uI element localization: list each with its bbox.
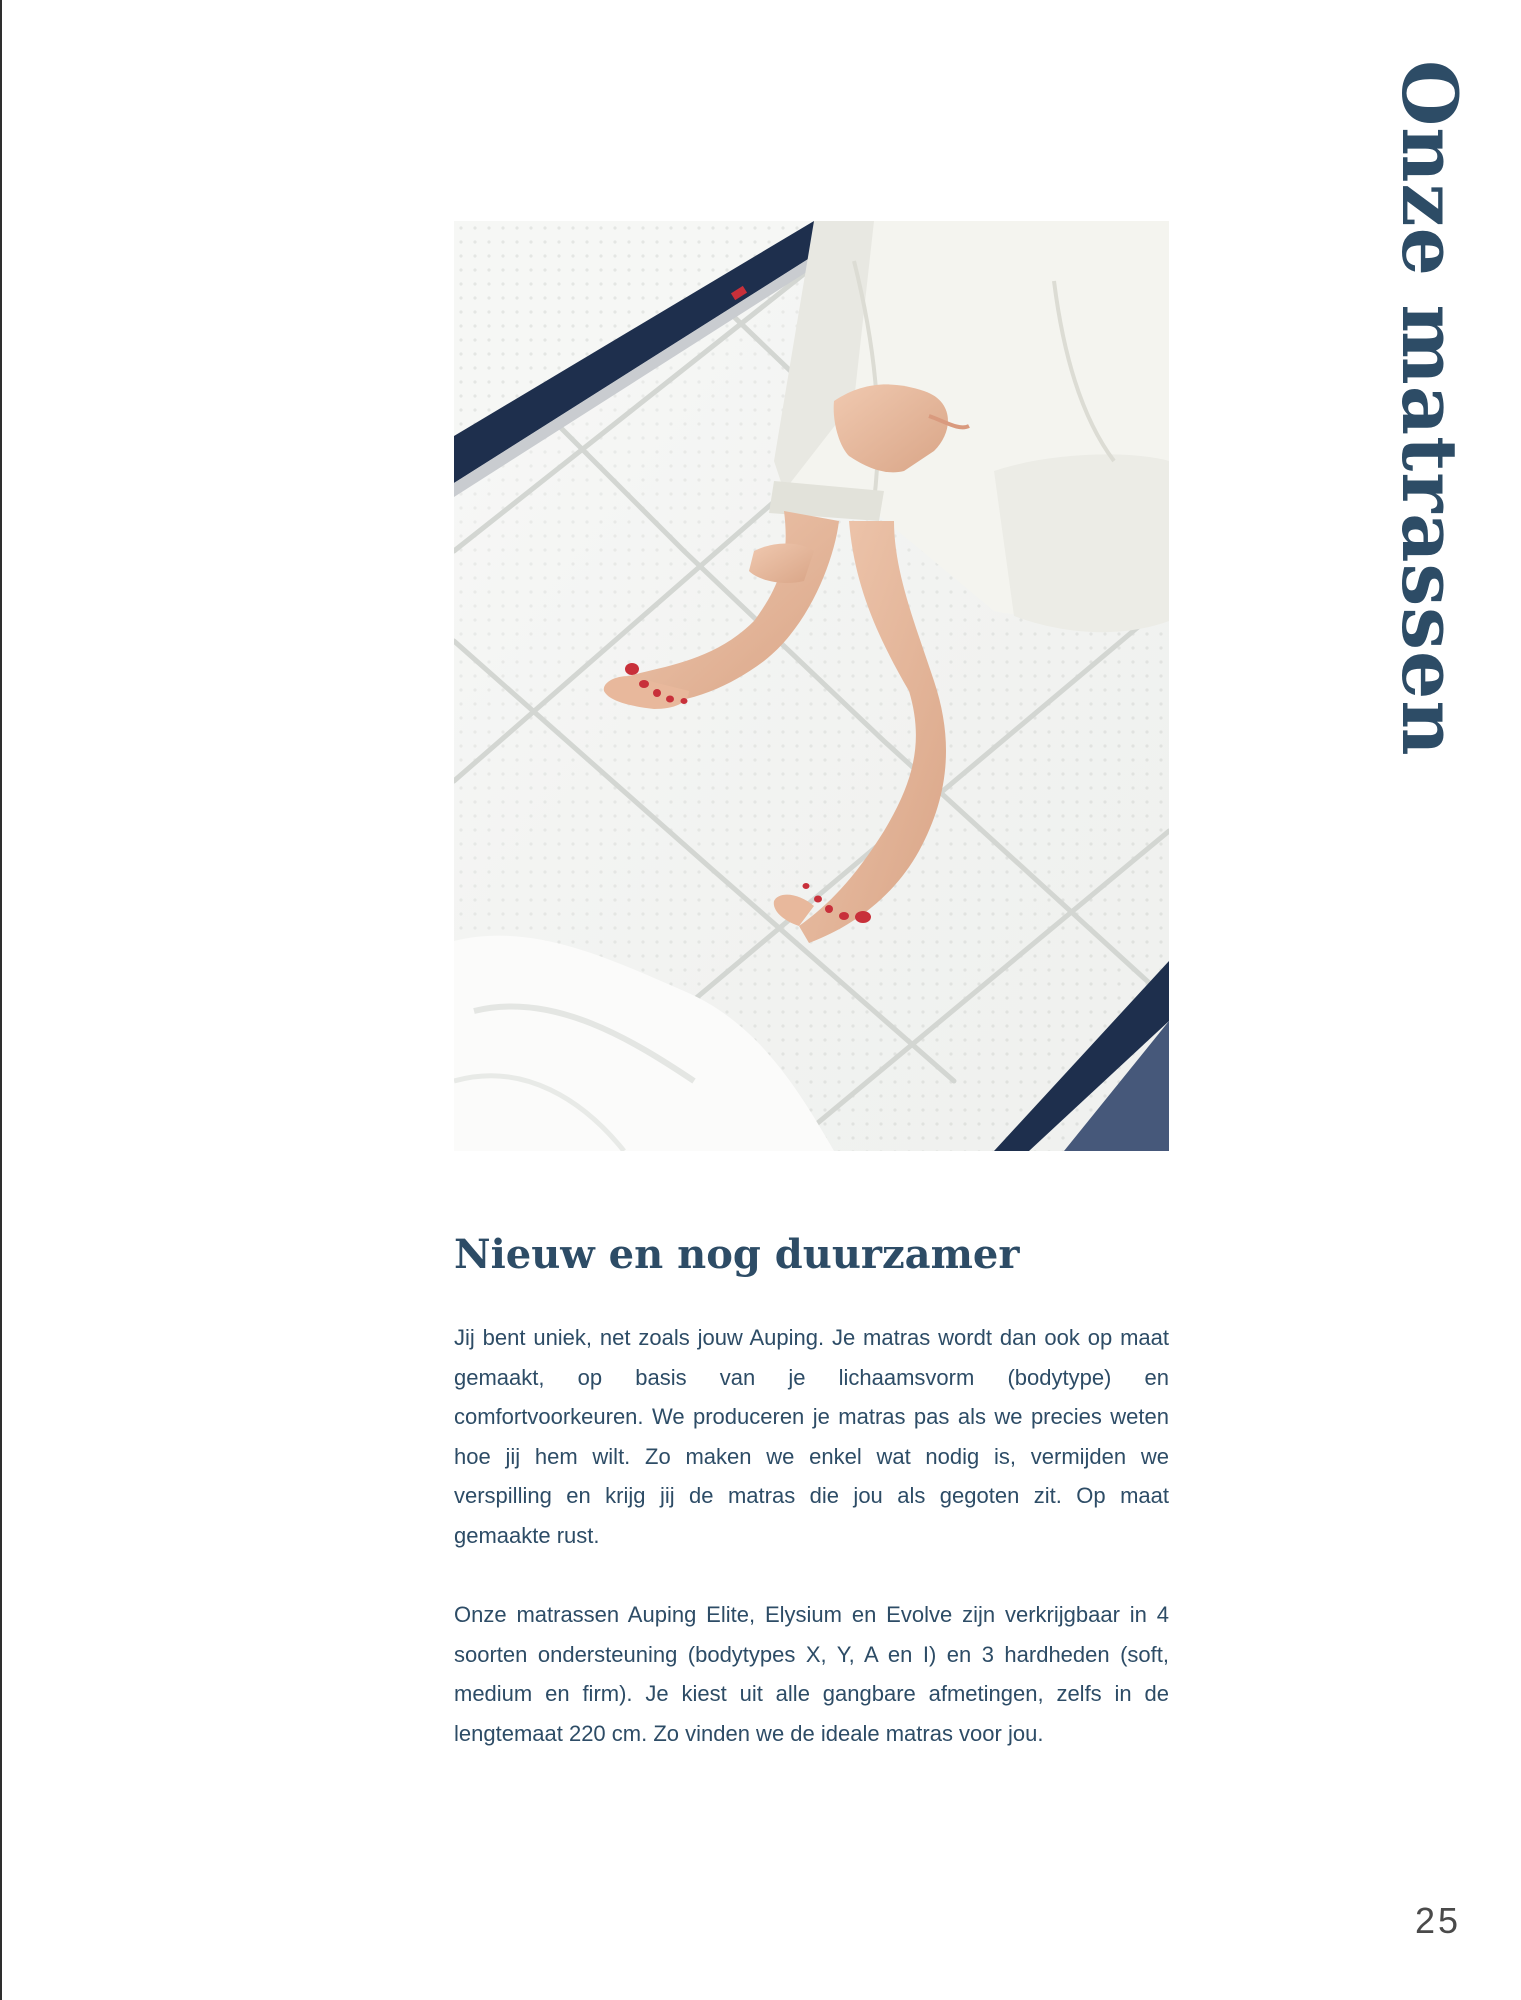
page-edge-rule — [0, 0, 2, 2000]
side-title: Onze matrassen — [1385, 60, 1474, 757]
mattress-photo-illustration — [454, 221, 1169, 1151]
body-paragraph-2: Onze matrassen Auping Elite, Elysium en Evolve zijn verkrijgbaar in 4 soorten ondersteuning (bodytypes X, Y, A en I) en 3 hardheden (soft, medium en firm). Je kiest uit alle gangbare afmetingen, zelfs in de lengtemaat 220 cm. Zo vinden we de ideale matras voor jou. — [454, 1602, 1169, 1746]
section-heading: Nieuw en nog duurzamer — [454, 1231, 1020, 1278]
mattress-photo — [454, 221, 1169, 1151]
page-number: 25 — [1414, 1900, 1461, 1941]
body-paragraph-1: Jij bent uniek, net zoals jouw Auping. Je matras wordt dan ook op maat gemaakt, op basis van je lichaamsvorm (bodytype) en comfortvoorkeuren. We produceren je matras pas als we precies weten hoe jij hem wilt. Zo maken we enkel wat nodig is, vermijden we verspilling en krijg jij de matras die jou als gegoten zit. Op maat gemaakte rust. — [454, 1325, 1169, 1548]
